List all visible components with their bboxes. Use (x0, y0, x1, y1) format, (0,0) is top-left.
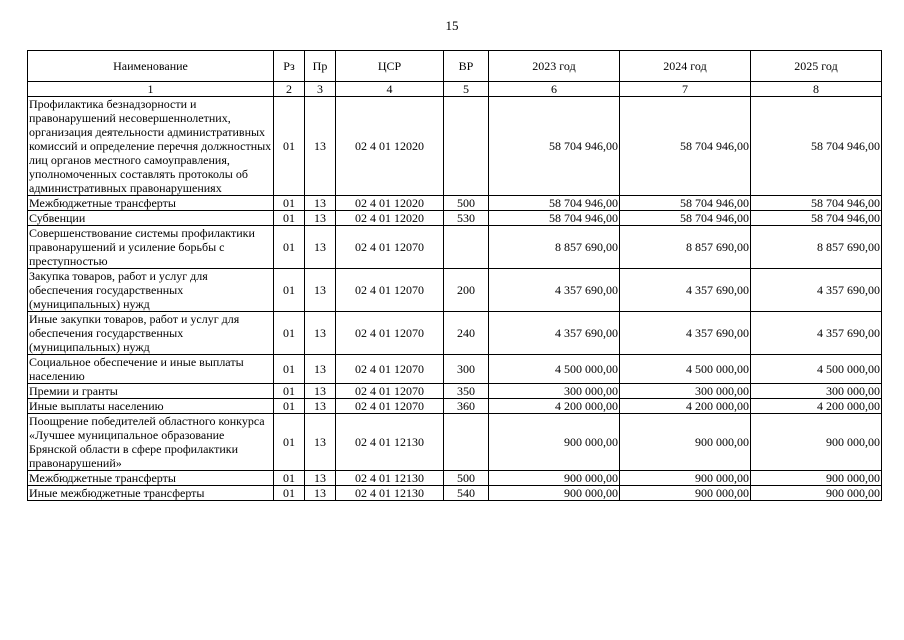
header-row (28, 51, 882, 82)
row-vr: 500 (444, 196, 489, 211)
row-vr: 500 (444, 471, 489, 486)
row-2023: 300 000,00 (489, 384, 620, 399)
row-csr: 02 4 01 12130 (336, 486, 444, 501)
header-2025: 2025 год (751, 51, 882, 82)
row-pr: 13 (305, 269, 336, 312)
row-2023: 900 000,00 (489, 414, 620, 471)
row-2024: 4 500 000,00 (620, 355, 751, 384)
row-2024: 58 704 946,00 (620, 97, 751, 196)
row-name: Поощрение победителей областного конкурса «Лучшее муниципальное образование Брянской области в сфере профилактики правонарушений» (28, 414, 274, 471)
row-pr: 13 (305, 211, 336, 226)
row-2023: 58 704 946,00 (489, 196, 620, 211)
row-2024: 58 704 946,00 (620, 196, 751, 211)
table-row (28, 196, 882, 211)
header-2023: 2023 год (489, 51, 620, 82)
row-2023: 58 704 946,00 (489, 97, 620, 196)
header-name: Наименование (28, 51, 274, 82)
row-2025: 8 857 690,00 (751, 226, 882, 269)
row-vr: 300 (444, 355, 489, 384)
header-pr: Пр (305, 51, 336, 82)
row-2025: 58 704 946,00 (751, 196, 882, 211)
row-name: Субвенции (28, 211, 274, 226)
row-vr: 360 (444, 399, 489, 414)
row-csr: 02 4 01 12130 (336, 414, 444, 471)
row-pr: 13 (305, 384, 336, 399)
row-rz: 01 (274, 414, 305, 471)
row-2023: 58 704 946,00 (489, 211, 620, 226)
row-2025: 58 704 946,00 (751, 97, 882, 196)
table-row (28, 486, 882, 501)
column-number: 5 (444, 82, 489, 97)
row-2025: 4 357 690,00 (751, 312, 882, 355)
row-rz: 01 (274, 355, 305, 384)
row-rz: 01 (274, 196, 305, 211)
row-rz: 01 (274, 312, 305, 355)
row-rz: 01 (274, 97, 305, 196)
row-vr: 350 (444, 384, 489, 399)
row-2024: 900 000,00 (620, 414, 751, 471)
header-vr: ВР (444, 51, 489, 82)
row-name: Иные выплаты населению (28, 399, 274, 414)
row-2024: 58 704 946,00 (620, 211, 751, 226)
table-row (28, 97, 882, 196)
row-2023: 4 357 690,00 (489, 269, 620, 312)
table-row (28, 211, 882, 226)
row-csr: 02 4 01 12020 (336, 211, 444, 226)
row-pr: 13 (305, 399, 336, 414)
column-number: 4 (336, 82, 444, 97)
row-name: Иные межбюджетные трансферты (28, 486, 274, 501)
row-name: Социальное обеспечение и иные выплаты населению (28, 355, 274, 384)
row-rz: 01 (274, 384, 305, 399)
column-number: 2 (274, 82, 305, 97)
row-2025: 4 500 000,00 (751, 355, 882, 384)
column-number: 3 (305, 82, 336, 97)
row-vr (444, 97, 489, 196)
row-name: Закупка товаров, работ и услуг для обеспечения государственных (муниципальных) нужд (28, 269, 274, 312)
table-row (28, 269, 882, 312)
page-number: 15 (445, 18, 459, 33)
column-number: 6 (489, 82, 620, 97)
row-pr: 13 (305, 355, 336, 384)
row-rz: 01 (274, 471, 305, 486)
table-row (28, 355, 882, 384)
row-pr: 13 (305, 226, 336, 269)
column-number: 7 (620, 82, 751, 97)
row-2025: 58 704 946,00 (751, 211, 882, 226)
row-2023: 4 500 000,00 (489, 355, 620, 384)
table-row (28, 471, 882, 486)
row-vr: 240 (444, 312, 489, 355)
row-2023: 900 000,00 (489, 471, 620, 486)
row-2025: 4 200 000,00 (751, 399, 882, 414)
row-2025: 4 357 690,00 (751, 269, 882, 312)
row-2025: 900 000,00 (751, 486, 882, 501)
header-2024: 2024 год (620, 51, 751, 82)
row-csr: 02 4 01 12070 (336, 355, 444, 384)
row-2023: 8 857 690,00 (489, 226, 620, 269)
row-2024: 4 357 690,00 (620, 312, 751, 355)
row-rz: 01 (274, 486, 305, 501)
row-2025: 900 000,00 (751, 471, 882, 486)
column-number: 1 (28, 82, 274, 97)
row-csr: 02 4 01 12130 (336, 471, 444, 486)
row-2023: 900 000,00 (489, 486, 620, 501)
row-name: Премии и гранты (28, 384, 274, 399)
budget-table (27, 50, 882, 501)
row-vr (444, 414, 489, 471)
row-pr: 13 (305, 414, 336, 471)
row-name: Межбюджетные трансферты (28, 471, 274, 486)
row-2025: 300 000,00 (751, 384, 882, 399)
table-row (28, 312, 882, 355)
row-csr: 02 4 01 12020 (336, 97, 444, 196)
row-2024: 300 000,00 (620, 384, 751, 399)
row-rz: 01 (274, 211, 305, 226)
row-2023: 4 200 000,00 (489, 399, 620, 414)
row-name: Межбюджетные трансферты (28, 196, 274, 211)
row-csr: 02 4 01 12070 (336, 269, 444, 312)
row-csr: 02 4 01 12070 (336, 384, 444, 399)
table-row (28, 399, 882, 414)
row-name: Иные закупки товаров, работ и услуг для обеспечения государственных (муниципальных) нужд (28, 312, 274, 355)
row-2024: 4 357 690,00 (620, 269, 751, 312)
row-2024: 900 000,00 (620, 486, 751, 501)
row-vr: 200 (444, 269, 489, 312)
table-row (28, 226, 882, 269)
row-2023: 4 357 690,00 (489, 312, 620, 355)
row-2025: 900 000,00 (751, 414, 882, 471)
row-pr: 13 (305, 196, 336, 211)
header-csr: ЦСР (336, 51, 444, 82)
row-rz: 01 (274, 226, 305, 269)
column-number-row (28, 82, 882, 97)
row-rz: 01 (274, 399, 305, 414)
row-csr: 02 4 01 12070 (336, 226, 444, 269)
row-rz: 01 (274, 269, 305, 312)
table-row (28, 414, 882, 471)
row-csr: 02 4 01 12020 (336, 196, 444, 211)
row-vr: 540 (444, 486, 489, 501)
header-rz: Рз (274, 51, 305, 82)
row-name: Профилактика безнадзорности и правонарушений несовершеннолетних, организация деятельности административных комиссий и определение перечня должностных лиц органов местного самоуправления, уполномоченных составлять протоколы об административных правонарушениях (28, 97, 274, 196)
row-csr: 02 4 01 12070 (336, 312, 444, 355)
row-pr: 13 (305, 97, 336, 196)
row-2024: 900 000,00 (620, 471, 751, 486)
table-row (28, 384, 882, 399)
row-vr (444, 226, 489, 269)
row-2024: 8 857 690,00 (620, 226, 751, 269)
row-csr: 02 4 01 12070 (336, 399, 444, 414)
row-pr: 13 (305, 471, 336, 486)
column-number: 8 (751, 82, 882, 97)
row-name: Совершенствование системы профилактики правонарушений и усиление борьбы с преступностью (28, 226, 274, 269)
row-pr: 13 (305, 486, 336, 501)
row-vr: 530 (444, 211, 489, 226)
row-2024: 4 200 000,00 (620, 399, 751, 414)
row-pr: 13 (305, 312, 336, 355)
